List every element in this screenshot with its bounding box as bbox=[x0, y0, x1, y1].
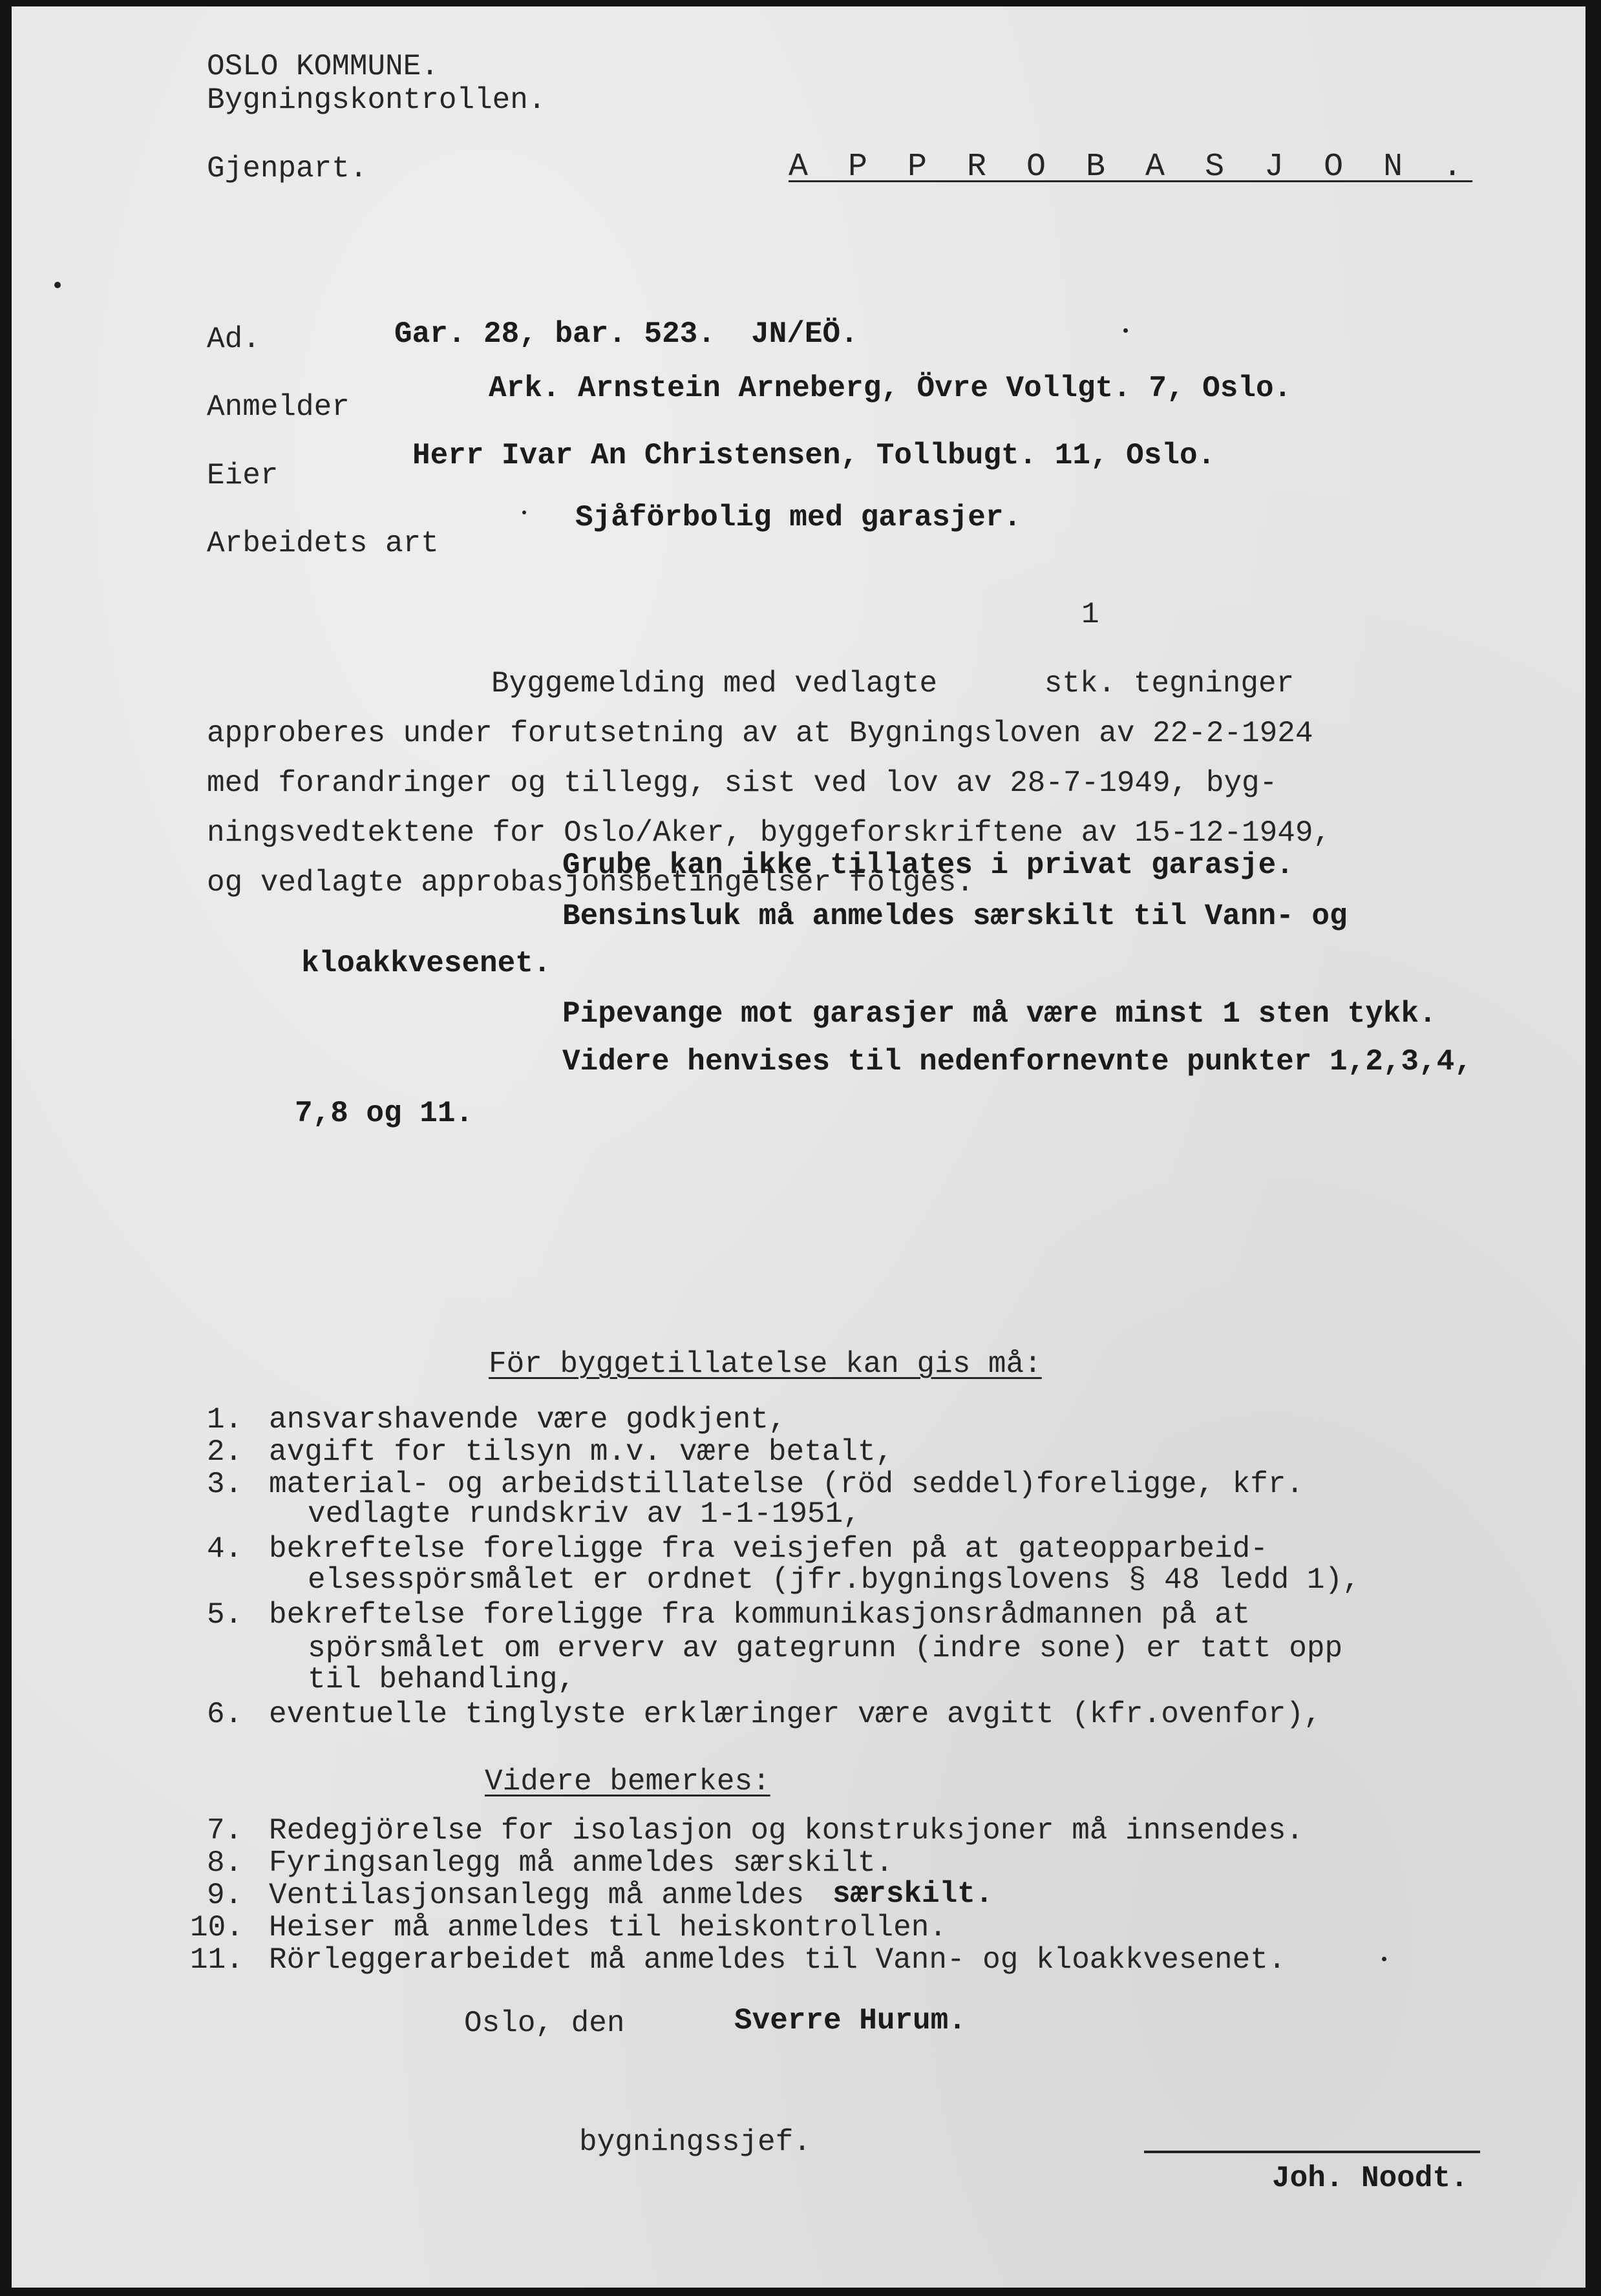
body-line-3: med forandringer og tillegg, sist ved lov av 28-7-1949, byg- bbox=[207, 766, 1278, 800]
overlay-line-6: 7,8 og 11. bbox=[295, 1097, 474, 1130]
anmelder-label: Anmelder bbox=[207, 390, 350, 424]
scan-speck bbox=[1123, 328, 1128, 333]
eier-label: Eier bbox=[207, 459, 279, 492]
condition-3-num: 3. bbox=[207, 1468, 243, 1501]
copy-label: Gjenpart. bbox=[207, 152, 368, 185]
scan-speck bbox=[54, 282, 61, 288]
condition-5-text-2: spörsmålet om erverv av gategrunn (indre sone) er tatt opp bbox=[308, 1632, 1343, 1665]
remark-9-text: Ventilasjonsanlegg må anmeldes bbox=[269, 1879, 805, 1912]
overlay-line-2: Bensinsluk må anmeldes særskilt til Vann- og bbox=[562, 900, 1348, 933]
ad-label: Ad. bbox=[207, 322, 260, 356]
signature-line bbox=[1144, 2151, 1480, 2153]
condition-5-num: 5. bbox=[207, 1598, 243, 1632]
condition-6-text: eventuelle tinglyste erklæringer være avgitt (kfr.ovenfor), bbox=[269, 1698, 1322, 1731]
arbeidets-art-label: Arbeidets art bbox=[207, 527, 439, 560]
remark-11-num: 11. bbox=[190, 1943, 244, 1977]
document-sheet bbox=[12, 6, 1585, 2288]
conditions-heading: För byggetillatelse kan gis må: bbox=[489, 1347, 1042, 1381]
body-line-2: approberes under forutsetning av at Bygningsloven av 22-2-1924 bbox=[207, 717, 1313, 750]
condition-5-text-1: bekreftelse foreligge fra kommunikasjonsrådmannen på at bbox=[269, 1598, 1251, 1632]
condition-6-num: 6. bbox=[207, 1698, 243, 1731]
condition-3-text-2: vedlagte rundskriv av 1-1-1951, bbox=[308, 1497, 861, 1531]
remarks-heading: Videre bemerkes: bbox=[485, 1765, 770, 1798]
condition-4-num: 4. bbox=[207, 1532, 243, 1566]
remark-7-num: 7. bbox=[207, 1814, 243, 1848]
condition-1-num: 1. bbox=[207, 1403, 243, 1437]
remark-11-text: Rörleggerarbeidet må anmeldes til Vann- og kloakkvesenet. bbox=[269, 1943, 1286, 1977]
condition-2-num: 2. bbox=[207, 1435, 243, 1469]
document-title: A P P R O B A S J O N . bbox=[789, 149, 1473, 185]
condition-1-text: ansvarshavende være godkjent, bbox=[269, 1403, 787, 1437]
overlay-line-1: Grube kan ikke tillates i privat garasje. bbox=[562, 848, 1294, 882]
condition-3-text-1: material- og arbeidstillatelse (röd seddel)foreligge, kfr. bbox=[269, 1468, 1304, 1501]
remark-7-text: Redegjörelse for isolasjon og konstruksjoner må innsendes. bbox=[269, 1814, 1304, 1848]
body-line-1: Byggemelding med vedlagte stk. tegninger bbox=[491, 667, 1295, 700]
scan-speck bbox=[522, 511, 526, 514]
eier-value: Herr Ivar An Christensen, Tollbugt. 11, Oslo. bbox=[412, 439, 1216, 472]
signer-role: bygningssjef. bbox=[579, 2125, 811, 2159]
remark-8-num: 8. bbox=[207, 1846, 243, 1880]
body-line-4: ningsvedtektene for Oslo/Aker, byggeforskriftene av 15-12-1949, bbox=[207, 816, 1331, 850]
condition-5-text-3: til behandling, bbox=[308, 1663, 576, 1696]
overlay-line-4: Pipevange mot garasjer må være minst 1 sten tykk. bbox=[562, 997, 1437, 1031]
overlay-line-5: Videre henvises til nedenfornevnte punkter 1,2,3,4, bbox=[562, 1045, 1472, 1079]
remark-10-text: Heiser må anmeldes til heiskontrollen. bbox=[269, 1911, 947, 1944]
department-name: Bygningskontrollen. bbox=[207, 83, 546, 117]
place-date: Oslo, den bbox=[464, 2006, 625, 2040]
remark-9-num: 9. bbox=[207, 1879, 243, 1912]
remark-9-overstrike: særskilt. bbox=[832, 1877, 993, 1911]
org-name: OSLO KOMMUNE. bbox=[207, 50, 439, 83]
arbeidets-art-value: Sjåförbolig med garasjer. bbox=[575, 501, 1022, 534]
remark-10-num: 10. bbox=[190, 1911, 244, 1944]
signer-name: Sverre Hurum. bbox=[734, 2004, 966, 2038]
anmelder-value: Ark. Arnstein Arneberg, Övre Vollgt. 7, Oslo. bbox=[489, 372, 1292, 405]
condition-2-text: avgift for tilsyn m.v. være betalt, bbox=[269, 1435, 894, 1469]
body-line-5: og vedlagte approbasjonsbetingelser fölges. bbox=[207, 866, 974, 900]
remark-8-text: Fyringsanlegg må anmeldes særskilt. bbox=[269, 1846, 894, 1880]
condition-4-text-1: bekreftelse foreligge fra veisjefen på at gateopparbeid- bbox=[269, 1532, 1268, 1566]
ad-value: Gar. 28, bar. 523. JN/EÖ. bbox=[394, 317, 858, 351]
scan-speck bbox=[1382, 1957, 1386, 1961]
typist-initials: Joh. Noodt. bbox=[1272, 2162, 1468, 2195]
drawing-count: 1 bbox=[1081, 598, 1099, 631]
condition-4-text-2: elsesspörsmålet er ordnet (jfr.bygningslovens § 48 ledd 1), bbox=[308, 1563, 1361, 1597]
overlay-line-3: kloakkvesenet. bbox=[301, 947, 551, 980]
